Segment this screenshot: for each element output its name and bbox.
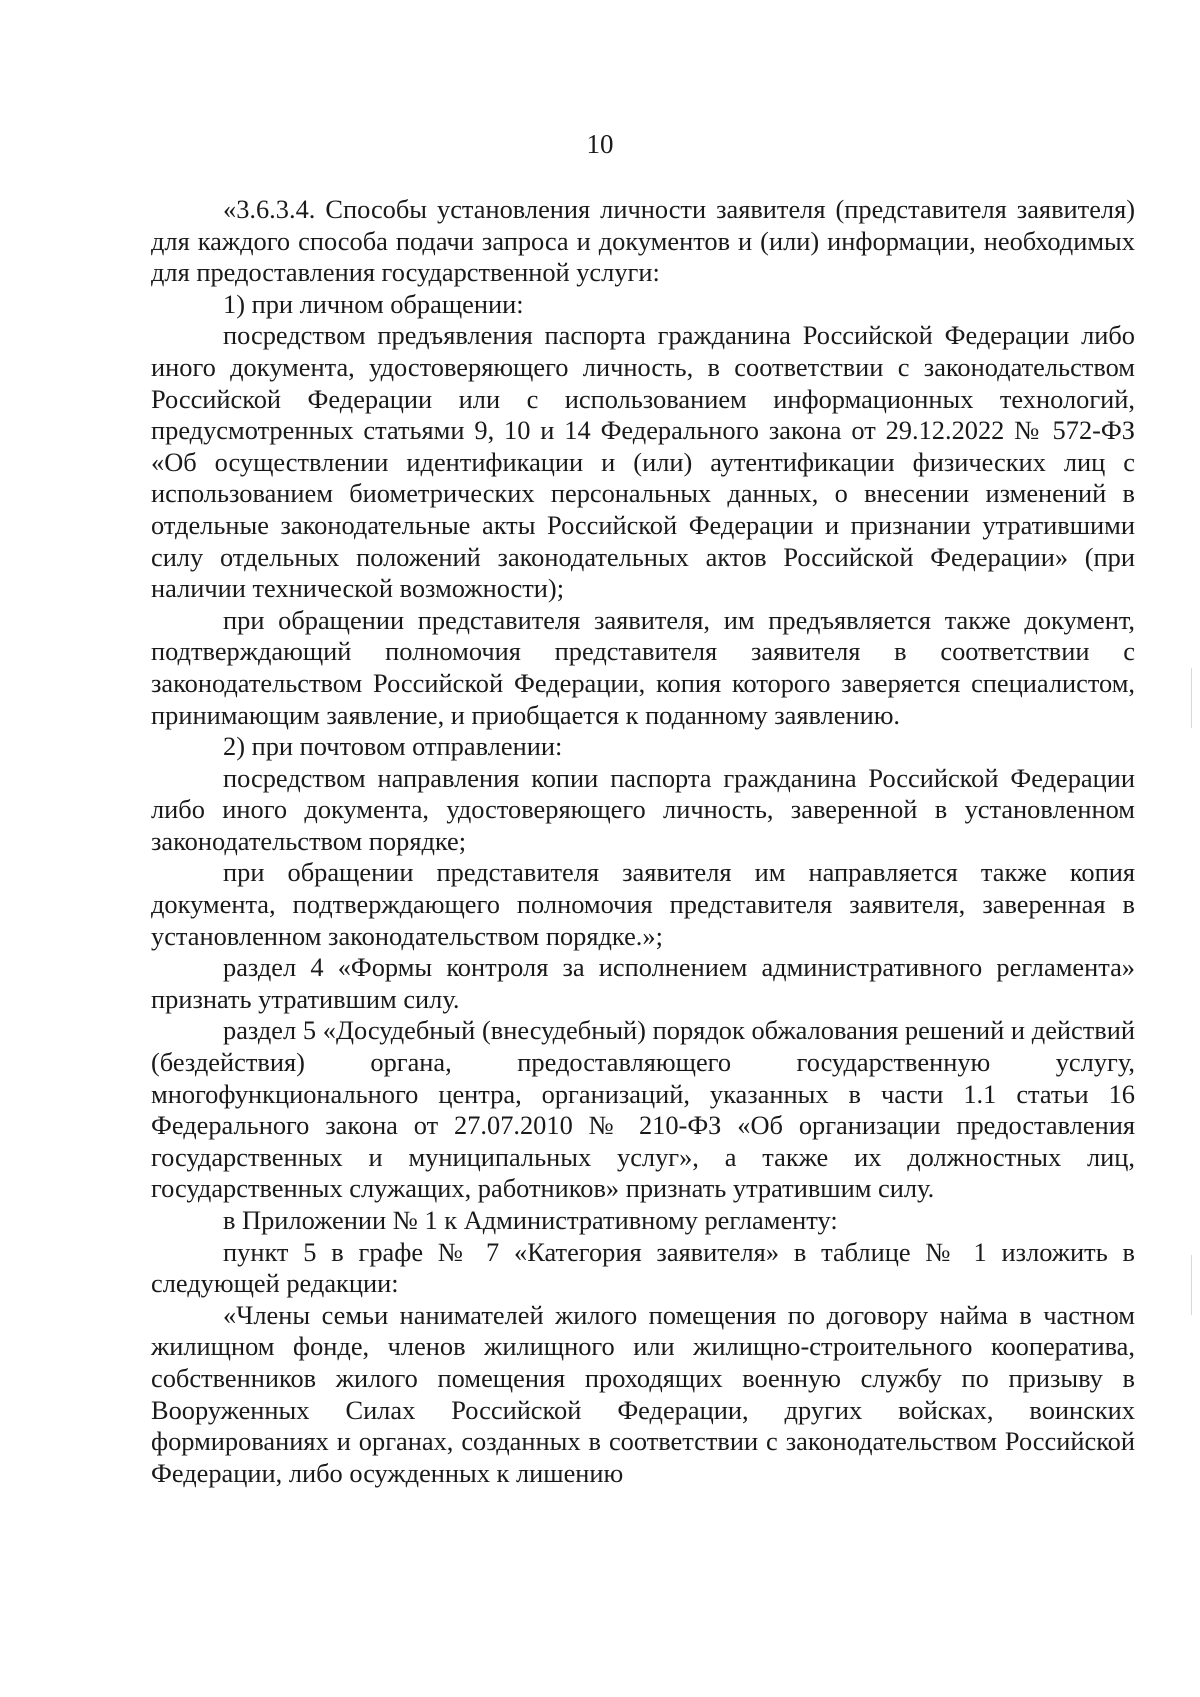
paragraph-passport-presentation: посредством предъявления паспорта гражданина Российской Федерации либо иного документа, удостоверяющего личность, в соответствии с законодательством Российской Федерации или с использованием информационных технологий, предусмотренных статьями 9, 10 и 14 Федерального закона от 29.12.2022 № 572-ФЗ «Об осуществлении идентификации и (или) аутентификации физических лиц с использованием биометрических персональных данных, о внесении изменений в отдельные законодательные акты Российской Федерации и признании утратившими силу отдельных положений законодательных актов Российской Федерации» (при наличии технической возможности); xyxy=(151,320,1135,604)
paragraph-representative-presents: при обращении представителя заявителя, им предъявляется также документ, подтверждающий полномочия представителя заявителя в соответствии с законодательством Российской Федерации, копия которого заверяется специалистом, принимающим заявление, и приобщается к поданному заявлению. xyxy=(151,604,1135,730)
scan-artifact-line xyxy=(1191,668,1192,728)
paragraph-postal-sending: 2) при почтовом отправлении: xyxy=(223,731,563,762)
document-body xyxy=(151,194,1135,1489)
paragraph-3-6-3-4-heading: «3.6.3.4. Способы установления личности заявителя (представителя заявителя) для каждого способа подачи запроса и документов и (или) информации, необходимых для предоставления государственной услуги: xyxy=(151,194,1135,288)
scan-artifact-line xyxy=(1191,1255,1192,1315)
paragraph-personal-visit: 1) при личном обращении: xyxy=(223,288,524,319)
paragraph-family-members: «Члены семьи нанимателей жилого помещения по договору найма в частном жилищном фонде, членов жилищного или жилищно-строительного кооператива, собственников жилого помещения проходящих военную службу по призыву в Вооруженных Силах Российской Федерации, других войсках, воинских формированиях и органах, созданных в соответствии с законодательством Российской Федерации, либо осужденных к лишению xyxy=(151,1299,1135,1488)
paragraph-representative-sends: при обращении представителя заявителя им направляется также копия документа, подтверждающего полномочия представителя заявителя, заверенная в установленном законодательством порядке.»; xyxy=(151,857,1135,951)
page-number: 10 xyxy=(586,129,614,159)
paragraph-passport-copy: посредством направления копии паспорта гражданина Российской Федерации либо иного документа, удостоверяющего личность, заверенной в установленном законодательством порядке; xyxy=(151,762,1135,856)
paragraph-appendix-1: в Приложении № 1 к Административному регламенту: xyxy=(223,1205,838,1235)
paragraph-section-4: раздел 4 «Формы контроля за исполнением административного регламента» признать утратившим силу. xyxy=(151,952,1135,1014)
paragraph-item-5: пункт 5 в графе № 7 «Категория заявителя» в таблице № 1 изложить в следующей редакции: xyxy=(151,1236,1135,1299)
paragraph-section-5: раздел 5 «Досудебный (внесудебный) порядок обжалования решений и действий (бездействия) органа, предоставляющего государственную услугу, многофункционального центра, организаций, указанных в части 1.1 статьи 16 Федерального закона от 27.07.2010 № 210-ФЗ «Об организации предоставления государственных и муниципальных услуг», а также их должностных лиц, государственных служащих, работников» признать утратившим силу. xyxy=(151,1015,1135,1204)
